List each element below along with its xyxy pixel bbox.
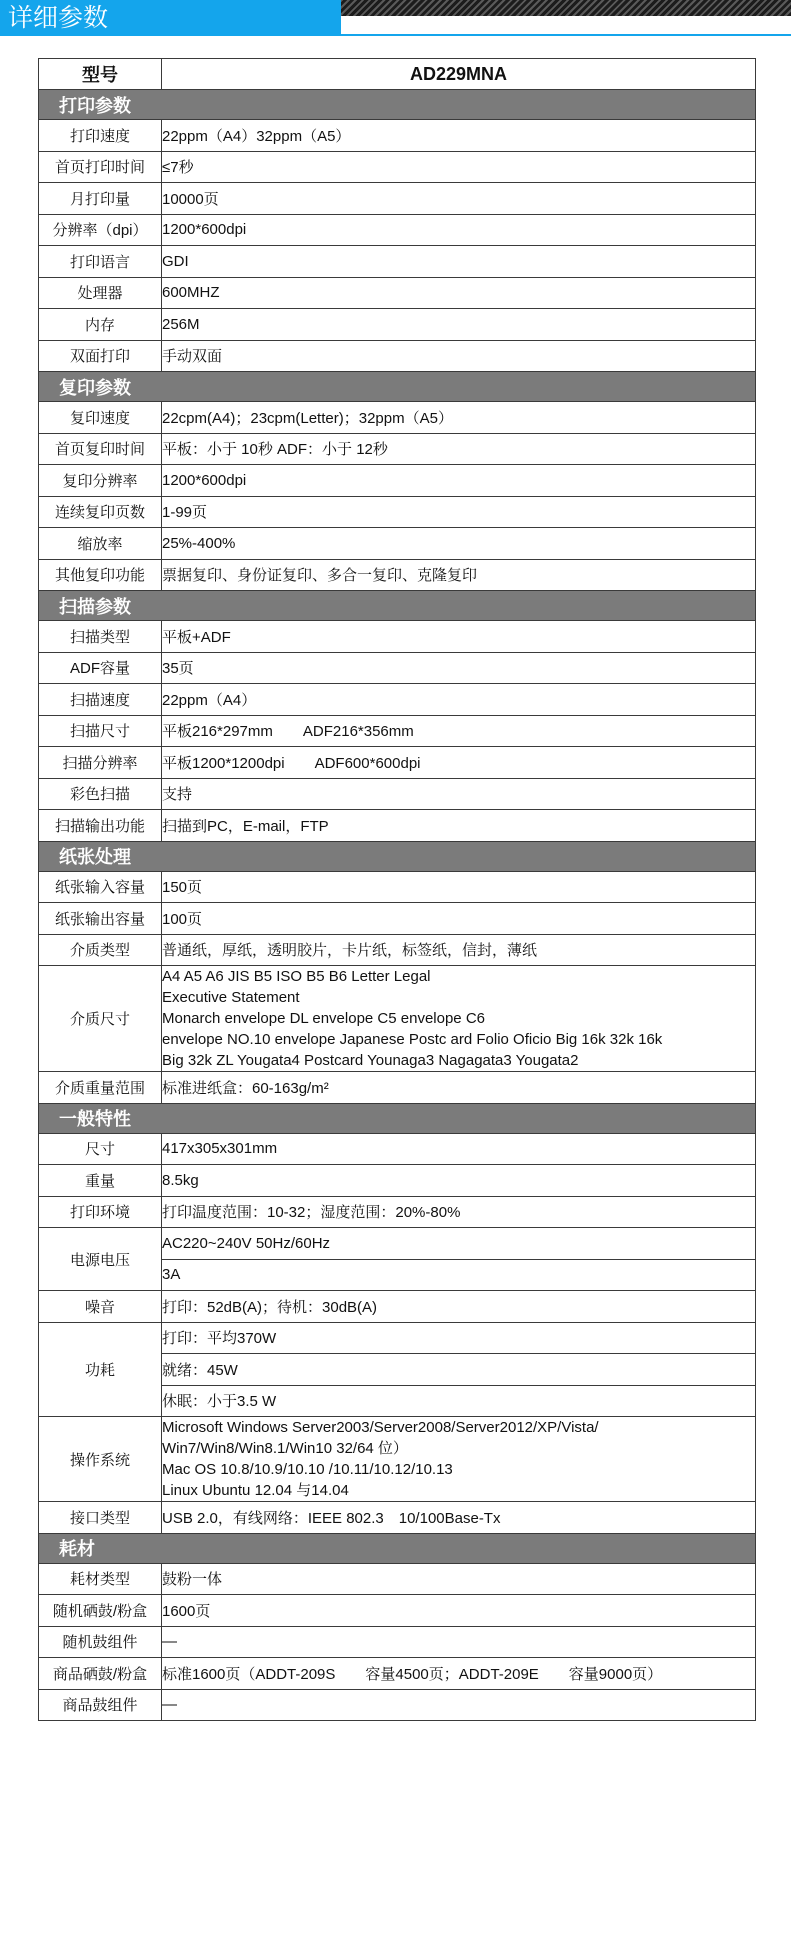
spec-value-line: A4 A5 A6 JIS B5 ISO B5 B6 Letter Legal [162, 968, 431, 985]
section-title: 一般特性 [39, 1103, 756, 1133]
spec-table [38, 58, 756, 1721]
model-label: 型号 [39, 59, 162, 90]
spec-value-line: Executive Statement [162, 989, 300, 1006]
spec-row [39, 433, 756, 465]
spec-value: GDI [162, 246, 756, 278]
spec-label: 其他复印功能 [39, 559, 162, 591]
spec-value: AC220~240V 50Hz/60Hz [162, 1228, 756, 1260]
spec-label: 耗材类型 [39, 1563, 162, 1595]
spec-value: 普通纸，厚纸，透明胶片，卡片纸，标签纸，信封，薄纸 [162, 934, 756, 966]
spec-row [39, 246, 756, 278]
spec-row [39, 621, 756, 653]
spec-value: 打印温度范围：10-32；湿度范围：20%-80% [162, 1196, 756, 1228]
spec-value-line: Monarch envelope DL envelope C5 envelope C6 [162, 1010, 485, 1027]
spec-label: 复印分辨率 [39, 465, 162, 497]
spec-label: 双面打印 [39, 340, 162, 372]
spec-label: 功耗 [39, 1322, 162, 1417]
spec-value: 1200*600dpi [162, 214, 756, 246]
spec-value-line: envelope NO.10 envelope Japanese Postc ard Folio Oficio Big 16k 32k 16k [162, 1031, 663, 1048]
spec-label: 扫描速度 [39, 684, 162, 716]
spec-label: 缩放率 [39, 528, 162, 560]
section-header [39, 591, 756, 621]
section-header [39, 1103, 756, 1133]
spec-value: 256M [162, 309, 756, 341]
spec-row [39, 120, 756, 152]
spec-value: 1200*600dpi [162, 465, 756, 497]
spec-value: 打印：平均370W [162, 1322, 756, 1354]
spec-label: 连续复印页数 [39, 496, 162, 528]
spec-label: 随机鼓组件 [39, 1626, 162, 1658]
spec-row [39, 684, 756, 716]
spec-label: 接口类型 [39, 1502, 162, 1534]
spec-row [39, 1072, 756, 1104]
spec-row [39, 1228, 756, 1260]
spec-row [39, 1322, 756, 1354]
spec-value: 150页 [162, 871, 756, 903]
spec-value: 平板1200*1200dpi ADF600*600dpi [162, 747, 756, 779]
spec-row [39, 559, 756, 591]
spec-value: 100页 [162, 903, 756, 935]
section-title: 纸张处理 [39, 841, 756, 871]
spec-row [39, 1291, 756, 1323]
spec-row [39, 214, 756, 246]
spec-row [39, 340, 756, 372]
section-title: 复印参数 [39, 372, 756, 402]
spec-value: 1-99页 [162, 496, 756, 528]
section-title: 打印参数 [39, 90, 756, 120]
spec-value: 支持 [162, 778, 756, 810]
spec-row [39, 1626, 756, 1658]
spec-row [39, 778, 756, 810]
spec-label: 电源电压 [39, 1228, 162, 1291]
spec-value: 10000页 [162, 183, 756, 215]
spec-label: 内存 [39, 309, 162, 341]
spec-row [39, 1165, 756, 1197]
spec-value-line: Win7/Win8/Win8.1/Win10 32/64 位） [162, 1440, 408, 1457]
spec-label: 随机硒鼓/粉盒 [39, 1595, 162, 1627]
spec-label: 打印语言 [39, 246, 162, 278]
spec-label: 噪音 [39, 1291, 162, 1323]
spec-value: 就绪：45W [162, 1354, 756, 1386]
section-title: 耗材 [39, 1533, 756, 1563]
spec-row [39, 1689, 756, 1721]
spec-label: 分辨率（dpi） [39, 214, 162, 246]
spec-value: 休眠：小于3.5 W [162, 1385, 756, 1417]
spec-row [39, 309, 756, 341]
spec-label: 扫描分辨率 [39, 747, 162, 779]
spec-row [39, 528, 756, 560]
spec-value: 35页 [162, 652, 756, 684]
spec-row [39, 934, 756, 966]
spec-row [39, 277, 756, 309]
section-title: 扫描参数 [39, 591, 756, 621]
spec-row [39, 402, 756, 434]
spec-value: 25%-400% [162, 528, 756, 560]
spec-label: ADF容量 [39, 652, 162, 684]
spec-value: 8.5kg [162, 1165, 756, 1197]
spec-value: 扫描到PC，E-mail，FTP [162, 810, 756, 842]
spec-value: 22ppm（A4） [162, 684, 756, 716]
spec-value: 手动双面 [162, 340, 756, 372]
spec-label: 商品硒鼓/粉盒 [39, 1658, 162, 1690]
spec-row [39, 747, 756, 779]
spec-label: 打印速度 [39, 120, 162, 152]
spec-value: 鼓粉一体 [162, 1563, 756, 1595]
spec-value: 22cpm(A4)；23cpm(Letter)；32ppm（A5） [162, 402, 756, 434]
spec-row [39, 1417, 756, 1502]
spec-value: ≤7秒 [162, 151, 756, 183]
spec-row [39, 810, 756, 842]
section-header [39, 372, 756, 402]
spec-value: 平板216*297mm ADF216*356mm [162, 715, 756, 747]
spec-label: 处理器 [39, 277, 162, 309]
section-header [39, 841, 756, 871]
spec-row [39, 871, 756, 903]
model-value: AD229MNA [162, 59, 756, 90]
spec-row [39, 652, 756, 684]
spec-value: 600MHZ [162, 277, 756, 309]
page-title: 详细参数 [0, 0, 341, 36]
spec-row [39, 1658, 756, 1690]
spec-label: 重量 [39, 1165, 162, 1197]
spec-label: 月打印量 [39, 183, 162, 215]
page-header [0, 0, 791, 36]
spec-label: 打印环境 [39, 1196, 162, 1228]
spec-value: 标准进纸盒：60-163g/m² [162, 1072, 756, 1104]
spec-label: 扫描尺寸 [39, 715, 162, 747]
spec-row [39, 966, 756, 1072]
section-header [39, 1533, 756, 1563]
spec-value: 打印：52dB(A)；待机：30dB(A) [162, 1291, 756, 1323]
spec-value-line: Microsoft Windows Server2003/Server2008/Server2012/XP/Vista/ [162, 1419, 599, 1436]
spec-value: 3A [162, 1259, 756, 1291]
model-row [39, 59, 756, 90]
spec-row [39, 1133, 756, 1165]
spec-row [39, 715, 756, 747]
spec-label: 介质类型 [39, 934, 162, 966]
spec-label: 首页打印时间 [39, 151, 162, 183]
spec-row [39, 1502, 756, 1534]
spec-value-line: Big 32k ZL Yougata4 Postcard Younaga3 Nagagata3 Yougata2 [162, 1052, 579, 1069]
spec-value [162, 1417, 756, 1502]
spec-value [162, 966, 756, 1072]
spec-label: 操作系统 [39, 1417, 162, 1502]
spec-label: 彩色扫描 [39, 778, 162, 810]
spec-value: 1600页 [162, 1595, 756, 1627]
spec-label: 复印速度 [39, 402, 162, 434]
spec-value: 22ppm（A4）32ppm（A5） [162, 120, 756, 152]
header-stripes [330, 0, 791, 16]
spec-label: 介质尺寸 [39, 966, 162, 1072]
section-header [39, 90, 756, 120]
spec-row [39, 496, 756, 528]
spec-row [39, 183, 756, 215]
spec-value: 标准1600页（ADDT-209S 容量4500页；ADDT-209E 容量9000页） [162, 1658, 756, 1690]
spec-row [39, 151, 756, 183]
spec-label: 纸张输入容量 [39, 871, 162, 903]
spec-label: 首页复印时间 [39, 433, 162, 465]
spec-value-line: Mac OS 10.8/10.9/10.10 /10.11/10.12/10.13 [162, 1461, 453, 1478]
spec-row [39, 1595, 756, 1627]
spec-row [39, 1196, 756, 1228]
spec-value: — [162, 1626, 756, 1658]
spec-row [39, 903, 756, 935]
spec-value-line: Linux Ubuntu 12.04 与14.04 [162, 1482, 349, 1499]
spec-label: 尺寸 [39, 1133, 162, 1165]
spec-label: 扫描类型 [39, 621, 162, 653]
spec-value: 票据复印、身份证复印、多合一复印、克隆复印 [162, 559, 756, 591]
spec-value: 平板+ADF [162, 621, 756, 653]
spec-label: 介质重量范围 [39, 1072, 162, 1104]
spec-label: 扫描输出功能 [39, 810, 162, 842]
spec-value: 417x305x301mm [162, 1133, 756, 1165]
spec-row [39, 1563, 756, 1595]
spec-label: 商品鼓组件 [39, 1689, 162, 1721]
spec-value: — [162, 1689, 756, 1721]
spec-row [39, 465, 756, 497]
spec-value: 平板：小于 10秒 ADF：小于 12秒 [162, 433, 756, 465]
spec-value: USB 2.0，有线网络：IEEE 802.3 10/100Base-Tx [162, 1502, 756, 1534]
spec-label: 纸张输出容量 [39, 903, 162, 935]
